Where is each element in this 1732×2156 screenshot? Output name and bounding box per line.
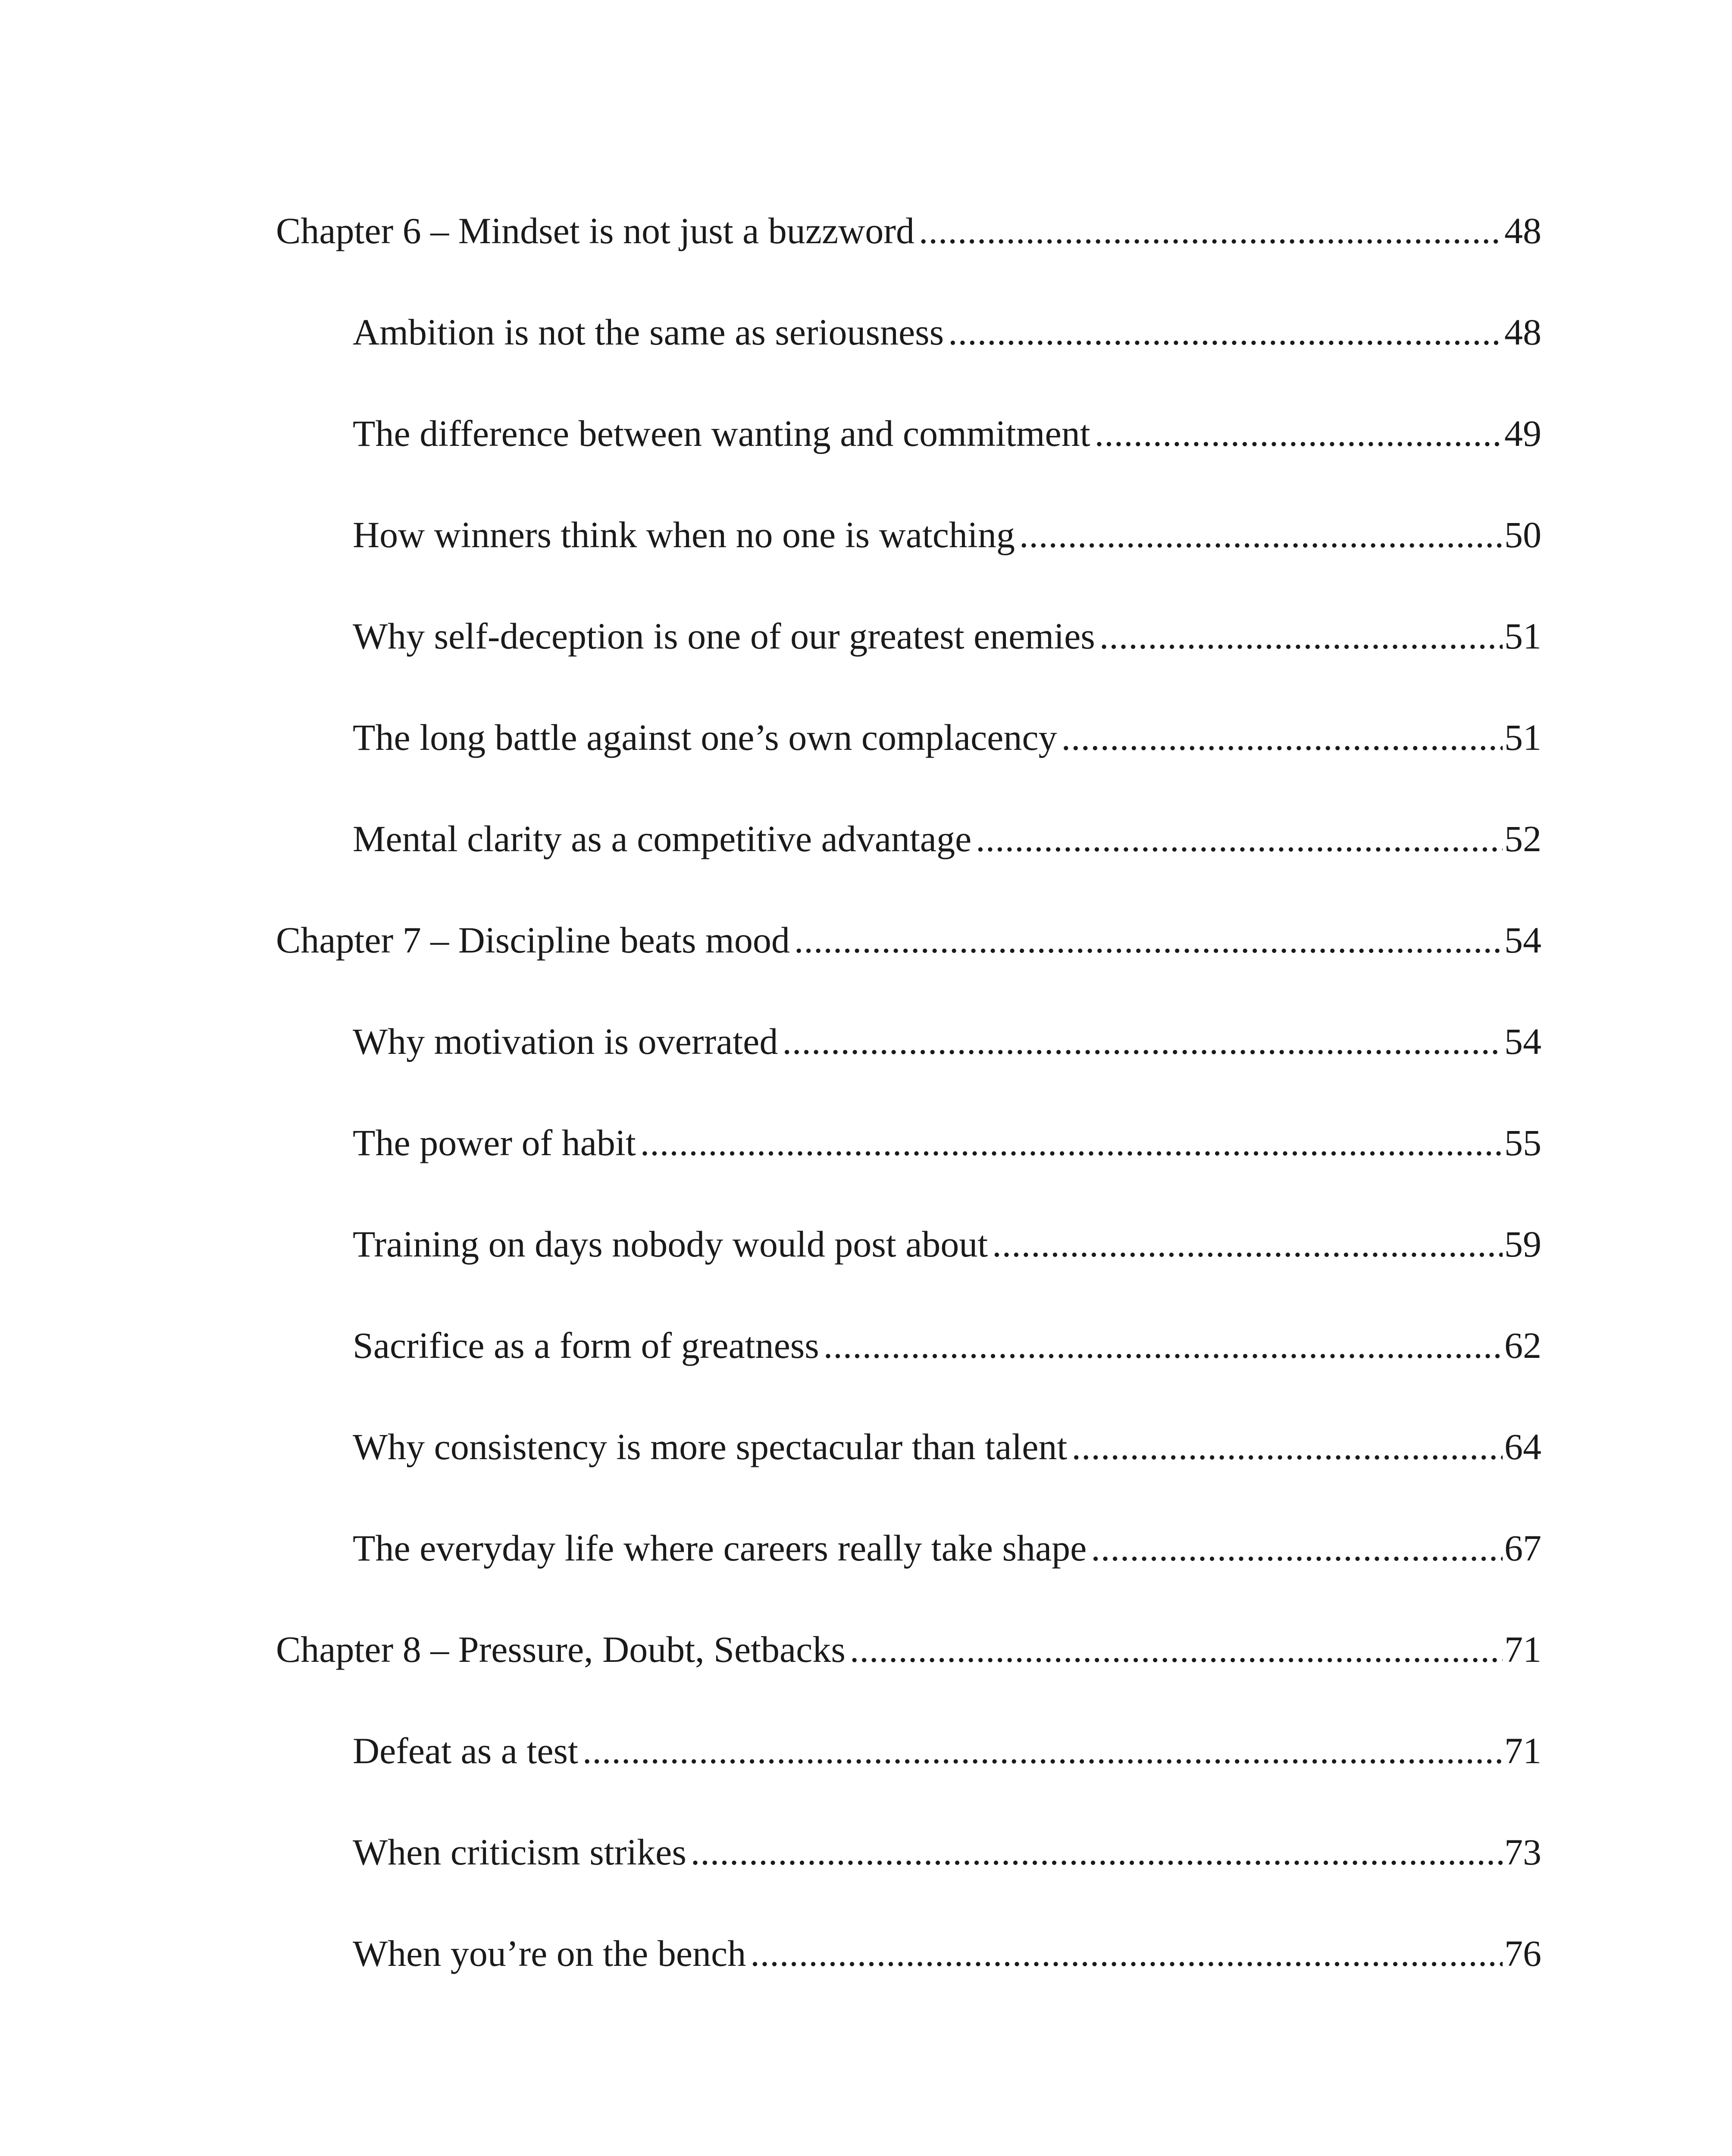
toc-entry-title: Chapter 6 – Mindset is not just a buzzword: [276, 210, 915, 251]
toc-leader-dots: [948, 304, 1503, 360]
toc-section[interactable]: [276, 1520, 1541, 1621]
toc-leader-dots: [1095, 405, 1503, 461]
toc-chapter-6[interactable]: [276, 203, 1541, 304]
toc-page-number: 51: [1504, 717, 1541, 758]
toc-leader-dots: [794, 912, 1503, 968]
toc-section[interactable]: [276, 1723, 1541, 1824]
toc-section[interactable]: [276, 1216, 1541, 1317]
toc-leader-dots: [919, 203, 1503, 259]
toc-entry-title: Chapter 8 – Pressure, Doubt, Setbacks: [276, 1629, 846, 1670]
toc-page-number: 54: [1504, 919, 1541, 961]
table-of-contents: [276, 203, 1541, 2027]
toc-entry-title: Mental clarity as a competitive advantage: [353, 818, 972, 859]
toc-entry-title: Training on days nobody would post about: [353, 1223, 988, 1265]
toc-leader-dots: [583, 1723, 1503, 1779]
toc-leader-dots: [992, 1216, 1503, 1272]
toc-leader-dots: [824, 1317, 1503, 1373]
toc-section[interactable]: [276, 709, 1541, 811]
toc-entry-title: When you’re on the bench: [353, 1933, 746, 1974]
toc-page-number: 55: [1504, 1122, 1541, 1163]
toc-chapter-7[interactable]: [276, 912, 1541, 1013]
toc-leader-dots: [1062, 709, 1503, 765]
toc-page-number: 48: [1504, 311, 1541, 353]
toc-section[interactable]: [276, 304, 1541, 405]
toc-leader-dots: [976, 811, 1503, 867]
toc-leader-dots: [1091, 1520, 1503, 1576]
toc-section[interactable]: [276, 1824, 1541, 1925]
toc-entry-title: Why motivation is overrated: [353, 1021, 778, 1062]
toc-section[interactable]: [276, 507, 1541, 608]
toc-entry-title: Why consistency is more spectacular than talent: [353, 1426, 1068, 1467]
toc-page-number: 52: [1504, 818, 1541, 859]
toc-page-number: 64: [1504, 1426, 1541, 1467]
toc-entry-title: When criticism strikes: [353, 1831, 686, 1873]
toc-page-number: 48: [1504, 210, 1541, 251]
toc-page-number: 71: [1504, 1629, 1541, 1670]
toc-page-number: 73: [1504, 1831, 1541, 1873]
toc-entry-title: Sacrifice as a form of greatness: [353, 1325, 819, 1366]
toc-page-number: 59: [1504, 1223, 1541, 1265]
toc-leader-dots: [640, 1115, 1503, 1171]
toc-section[interactable]: [276, 608, 1541, 709]
toc-leader-dots: [782, 1013, 1503, 1069]
toc-section[interactable]: [276, 1419, 1541, 1520]
toc-leader-dots: [1019, 507, 1503, 563]
toc-page-number: 51: [1504, 615, 1541, 657]
toc-section[interactable]: [276, 1317, 1541, 1419]
toc-chapter-8[interactable]: [276, 1621, 1541, 1723]
toc-entry-title: How winners think when no one is watching: [353, 514, 1015, 555]
toc-entry-title: The power of habit: [353, 1122, 636, 1163]
toc-page-number: 54: [1504, 1021, 1541, 1062]
toc-entry-title: Defeat as a test: [353, 1730, 578, 1771]
toc-entry-title: Chapter 7 – Discipline beats mood: [276, 919, 790, 961]
toc-page-number: 67: [1504, 1527, 1541, 1569]
toc-section[interactable]: [276, 1115, 1541, 1216]
toc-entry-title: Why self-deception is one of our greatest enemies: [353, 615, 1095, 657]
toc-section[interactable]: [276, 1925, 1541, 2027]
toc-page-number: 50: [1504, 514, 1541, 555]
toc-page-number: 71: [1504, 1730, 1541, 1771]
toc-leader-dots: [1099, 608, 1503, 664]
toc-leader-dots: [691, 1824, 1503, 1880]
toc-leader-dots: [850, 1621, 1503, 1677]
toc-page-number: 49: [1504, 413, 1541, 454]
toc-entry-title: Ambition is not the same as seriousness: [353, 311, 944, 353]
toc-page-number: 62: [1504, 1325, 1541, 1366]
toc-entry-title: The difference between wanting and commitment: [353, 413, 1090, 454]
toc-leader-dots: [1071, 1419, 1503, 1475]
toc-page-number: 76: [1504, 1933, 1541, 1974]
toc-entry-title: The long battle against one’s own complacency: [353, 717, 1057, 758]
toc-section[interactable]: [276, 405, 1541, 507]
toc-section[interactable]: [276, 1013, 1541, 1115]
toc-leader-dots: [750, 1925, 1503, 1981]
toc-section[interactable]: [276, 811, 1541, 912]
toc-entry-title: The everyday life where careers really take shape: [353, 1527, 1087, 1569]
